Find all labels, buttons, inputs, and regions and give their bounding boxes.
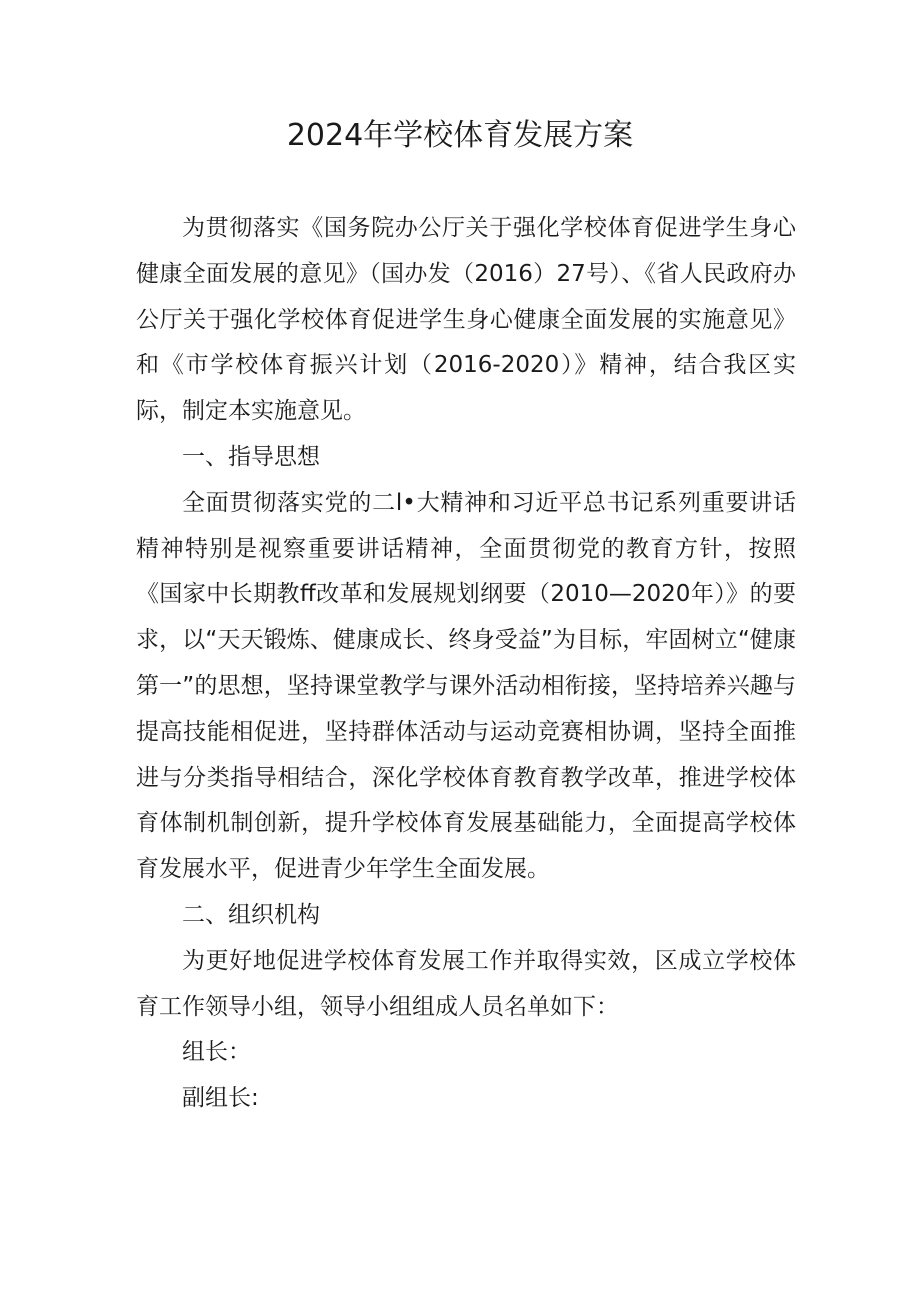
document-body [136,206,796,1122]
leader-label: 组长： [182,1039,251,1066]
organization-paragraph: 为更好地促进学校体育发展工作并取得实效，区成立学校体育工作领导小组，领导小组组成人员名单如下： [136,947,796,1020]
section-heading-organization: 二、组织机构 [182,901,320,928]
document-title: 2024年学校体育发展方案 [286,118,634,153]
section-heading-guiding-ideology: 一、指导思想 [182,443,320,470]
intro-paragraph: 为贯彻落实《国务院办公厅关于强化学校体育促进学生身心健康全面发展的意见》（国办发（2016）27号）、《省人民政府办公厅关于强化学校体育促进学生身心健康全面发展的实施意见》和《市学校体育振兴计划（2016-2020）》精神，结合我区实际，制定本实施意见。 [136,215,796,425]
vice-leader-label: 副组长: [182,1085,259,1112]
guiding-ideology-paragraph: 全面贯彻落实党的二l•大精神和习近平总书记系列重要讲话精神特别是视察重要讲话精神，全面贯彻党的教育方针，按照《国家中长期教ff改革和发展规划纲要（2010—2020年）》的要求，以“天天锻炼、健康成长、终身受益”为目标，牢固树立“健康第一”的思想，坚持课堂教学与课外活动相衔接，坚持培养兴趣与提高技能相促进，坚持群体活动与运动竞赛相协调，坚持全面推进与分类指导相结合，深化学校体育教育教学改革，推进学校体育体制机制创新，提升学校体育发展基础能力，全面提高学校体育发展水平，促进青少年学生全面发展。 [136,489,796,883]
